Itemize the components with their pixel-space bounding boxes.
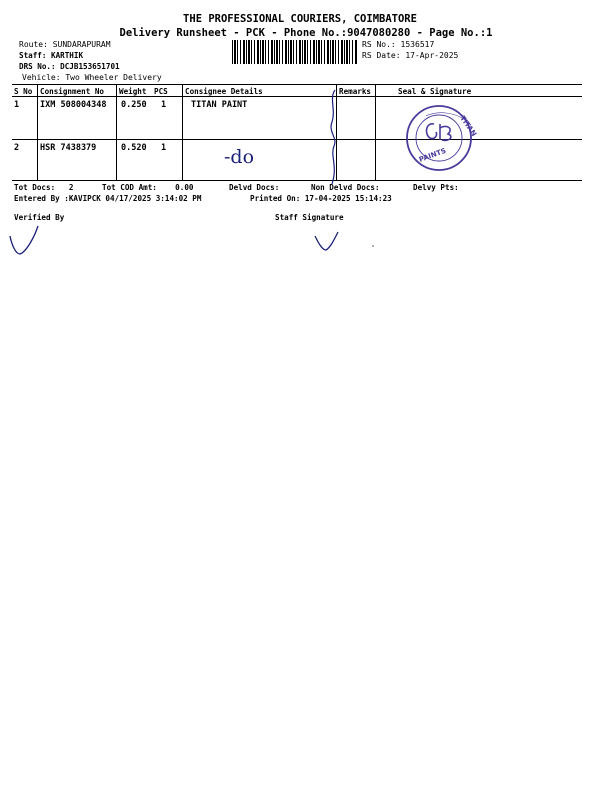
table-row-divider: [12, 139, 582, 140]
tot-cod-label: Tot COD Amt:: [102, 183, 157, 192]
vehicle-label: Vehicle:: [22, 73, 61, 82]
staff-row: [19, 51, 83, 60]
col-header-consignee: Consignee Details: [185, 87, 263, 96]
row2-consignment: HSR 7438379: [40, 143, 97, 153]
col-divider: [375, 84, 376, 180]
rs-no-row: [362, 40, 434, 49]
verified-check-mark: [6, 224, 46, 260]
tot-docs-value: 2: [68, 183, 74, 192]
rs-date-value: 17-Apr-2025: [405, 51, 459, 60]
col-header-remarks: Remarks: [339, 87, 372, 96]
route-label: Route:: [19, 40, 48, 49]
col-header-sno: S No: [14, 87, 33, 96]
route-row: [19, 40, 111, 49]
row2-pcs: 1: [161, 143, 167, 153]
company-stamp: [398, 102, 488, 172]
tot-docs-label: Tot Docs:: [14, 183, 56, 192]
drs-value: DCJB153651701: [60, 62, 120, 71]
runsheet-title: Delivery Runsheet - PCK - Phone No.:9047080280 - Page No.:1: [119, 27, 493, 39]
row1-pcs: 1: [161, 100, 167, 110]
non-delvd-docs-label: Non Delvd Docs:: [311, 183, 380, 192]
row1-consignment: IXM 508004348: [40, 100, 107, 110]
entered-by: Entered By :KAVIPCK 04/17/2025 3:14:02 PM: [14, 194, 202, 203]
row2-weight: 0.520: [121, 143, 147, 153]
table-bottom-border: [12, 180, 582, 181]
handwritten-bracket: [326, 88, 346, 188]
tot-docs: [14, 183, 73, 192]
staff-check-mark: [312, 228, 352, 258]
col-header-seal: Seal & Signature: [398, 87, 472, 96]
row1-sno: 1: [14, 100, 20, 110]
rs-no-value: 1536517: [400, 40, 435, 49]
printed-on: Printed On: 17-04-2025 15:14:23: [250, 194, 392, 203]
row2-sno: 2: [14, 143, 20, 153]
tot-cod-value: 0.00: [175, 183, 194, 192]
staff-label: Staff:: [19, 51, 47, 60]
staff-signature-label: Staff Signature: [275, 213, 344, 222]
col-divider: [37, 84, 38, 180]
svg-text:PAINTS: PAINTS: [417, 146, 448, 164]
delvy-pts-label: Delvy Pts:: [413, 183, 459, 192]
col-divider: [116, 84, 117, 180]
pen-mark: [370, 243, 376, 249]
vehicle-value: Two Wheeler Delivery: [65, 73, 162, 82]
rs-no-label: RS No.:: [362, 40, 396, 49]
verified-by-label: Verified By: [14, 213, 65, 222]
col-header-weight: Weight: [119, 87, 147, 96]
handwritten-ditto: -do: [224, 146, 255, 168]
row1-weight: 0.250: [121, 100, 147, 110]
table-top-border: [12, 84, 582, 85]
vehicle-row: [22, 73, 162, 82]
row1-consignee: TITAN PAINT: [191, 100, 248, 110]
col-header-consignment: Consignment No: [40, 87, 105, 96]
staff-value: KARTHIK: [51, 51, 84, 60]
col-divider: [182, 84, 183, 180]
tot-cod: [102, 183, 193, 192]
company-name: THE PROFESSIONAL COURIERS, COIMBATORE: [183, 13, 417, 25]
rs-date-label: RS Date:: [362, 51, 401, 60]
barcode: [232, 40, 358, 66]
col-header-pcs: PCS: [154, 87, 168, 96]
drs-row: [19, 62, 120, 71]
delvd-docs-label: Delvd Docs:: [229, 183, 280, 192]
rs-date-row: [362, 51, 458, 60]
drs-label: DRS No.:: [19, 62, 56, 71]
route-value: SUNDARAPURAM: [52, 40, 111, 49]
table-header-border: [12, 96, 582, 97]
svg-text:TITAN: TITAN: [458, 114, 479, 138]
